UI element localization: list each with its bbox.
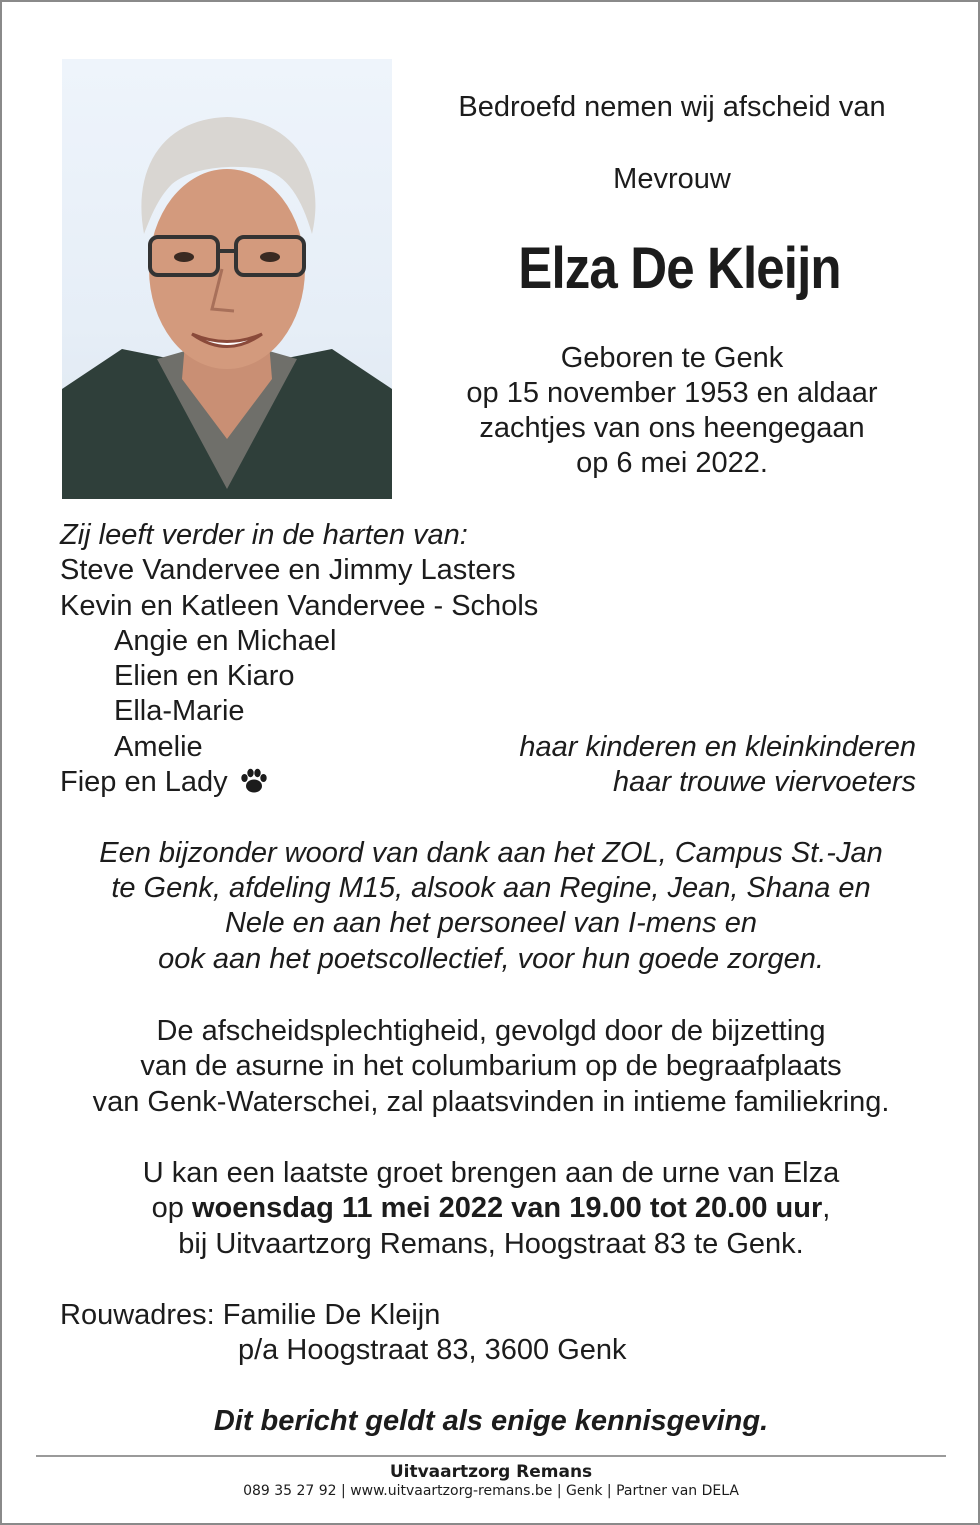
- grandchild-line: Amelie: [114, 731, 203, 763]
- address-line-1: Rouwadres: Familie De Kleijn: [60, 1299, 441, 1331]
- born-line-3: zachtjes van ons heengegaan: [479, 412, 865, 444]
- address-line-2: p/a Hoogstraat 83, 3600 Genk: [238, 1334, 627, 1366]
- ceremony-line: van Genk-Waterschei, zal plaatsvinden in intieme familiekring.: [92, 1086, 890, 1118]
- footer-title: Uitvaartzorg Remans: [389, 1462, 593, 1482]
- deceased-name: Elza De Kleijn: [518, 236, 841, 301]
- pets-line: [60, 765, 268, 803]
- family-line: Kevin en Katleen Vandervee - Schols: [60, 590, 539, 622]
- notice-text: Dit bericht geldt als enige kennisgeving.: [213, 1405, 769, 1437]
- born-line-1: Geboren te Genk: [560, 342, 784, 374]
- ceremony-line: De afscheidsplechtigheid, gevolgd door de bijzetting: [156, 1015, 826, 1047]
- paw-icon: [240, 768, 268, 803]
- grandchildren-label: haar kinderen en kleinkinderen: [519, 731, 916, 763]
- born-line-4: op 6 mei 2022.: [576, 447, 768, 479]
- visit-suffix: ,: [822, 1192, 831, 1224]
- born-line-2: op 15 november 1953 en aldaar: [466, 377, 878, 409]
- thanks-line: te Genk, afdeling M15, alsook aan Regine, Jean, Shana en: [111, 872, 871, 904]
- thanks-line: Een bijzonder woord van dank aan het ZOL, Campus St.-Jan: [99, 837, 883, 869]
- grandchild-line: Elien en Kiaro: [114, 660, 295, 692]
- visit-prefix: op: [151, 1192, 192, 1224]
- intro-text: Bedroefd nemen wij afscheid van: [458, 91, 886, 123]
- family-line: Steve Vandervee en Jimmy Lasters: [60, 554, 516, 586]
- thanks-line: ook aan het poetscollectief, voor hun goede zorgen.: [158, 943, 824, 975]
- footer-info: 089 35 27 92 | www.uitvaartzorg-remans.be | Genk | Partner van DELA: [243, 1483, 739, 1499]
- visit-line-3: bij Uitvaartzorg Remans, Hoogstraat 83 te Genk.: [178, 1228, 804, 1260]
- footer-divider: [36, 1455, 946, 1457]
- title-text: Mevrouw: [613, 163, 731, 195]
- thanks-line: Nele en aan het personeel van I-mens en: [224, 907, 757, 939]
- ceremony-line: van de asurne in het columbarium op de begraafplaats: [140, 1050, 842, 1082]
- visit-line-2: [2, 1191, 980, 1226]
- grandchild-line: Ella-Marie: [114, 695, 245, 727]
- pets-label: haar trouwe viervoeters: [612, 766, 916, 798]
- portrait-photo: [62, 59, 392, 499]
- grandchild-line: Angie en Michael: [114, 625, 337, 657]
- portrait-illustration: [62, 59, 392, 499]
- family-heading: Zij leeft verder in de harten van:: [60, 519, 468, 551]
- pets-names: Fiep en Lady: [60, 766, 228, 798]
- visit-datetime: woensdag 11 mei 2022 van 19.00 tot 20.00 uur: [192, 1192, 823, 1224]
- visit-line-1: U kan een laatste groet brengen aan de urne van Elza: [142, 1157, 840, 1189]
